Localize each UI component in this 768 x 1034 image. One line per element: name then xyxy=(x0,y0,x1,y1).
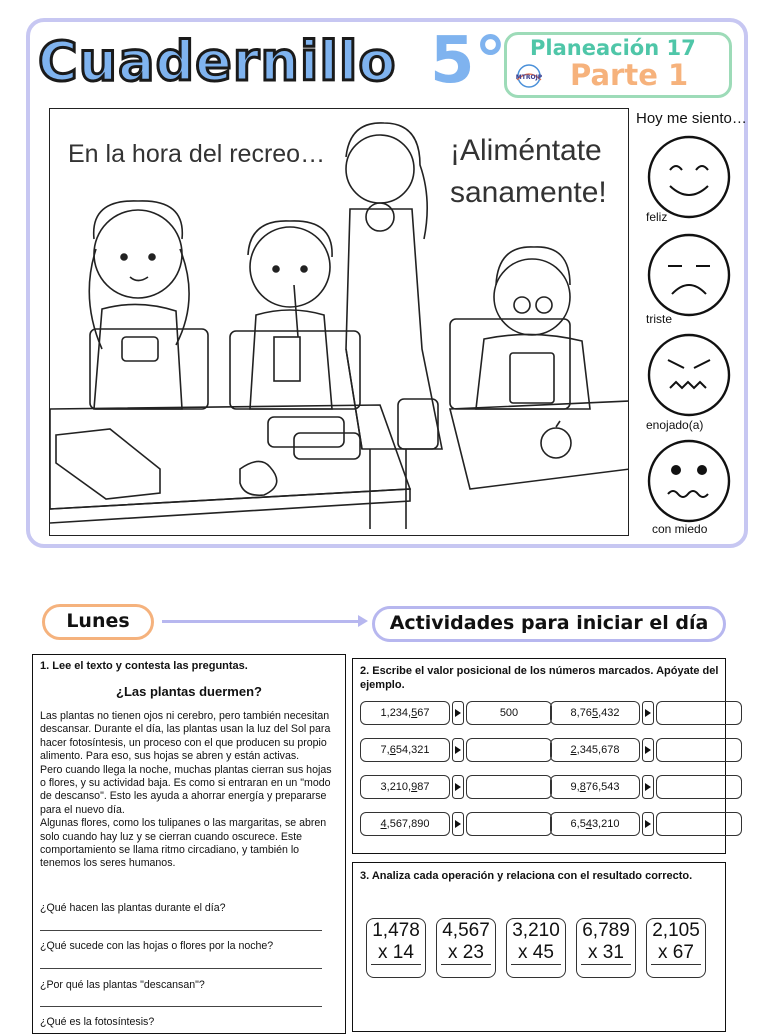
grade-label: 5° xyxy=(430,24,507,98)
arrow-right-icon xyxy=(452,775,464,799)
multiplication-card[interactable] xyxy=(366,918,426,978)
reading-paragraph: Pero cuando llega la noche, muchas plantas cierran sus hojas o flores, y su actividad baja. Es como si entraran en un "modo de descanso". Esto les ayuda a ahorrar energía y prepararse para el nuevo día. xyxy=(40,763,332,816)
sad-face-icon[interactable] xyxy=(646,232,732,318)
place-value-activity-title: 2. Escribe el valor posicional de los números marcados. Apóyate del ejemplo. xyxy=(360,665,719,691)
arrow-right-icon xyxy=(642,701,654,725)
plan-label: Planeación 17 xyxy=(530,36,696,60)
arrow-right-icon xyxy=(452,701,464,725)
marked-number: 3,210,987 xyxy=(360,775,450,799)
children-eating-scene xyxy=(50,109,629,536)
angry-face-icon[interactable] xyxy=(646,332,732,418)
reading-paragraph: Las plantas no tienen ojos ni cerebro, pero también necesitan descansar. Durante el día, las plantas usan la luz del Sol para hacer fotosíntesis, un proceso con el que producen su propio alimento. Para eso, sus hojas se abren y están activas. xyxy=(40,710,331,763)
mtrojp-logo-icon xyxy=(509,62,549,90)
question-1: ¿Qué hacen las plantas durante el día? xyxy=(40,902,226,914)
arrow-right-icon xyxy=(356,614,370,628)
scene-slogan-line1: ¡Aliméntate xyxy=(450,134,602,167)
reading-paragraph: Algunas flores, como los tulipanes o las margaritas, se abren solo cuando hay luz y se cierran cuando oscurece. Este comportamiento se llama ritmo circadiano, y también lo tenemos los seres humanos. xyxy=(40,817,327,870)
marked-number: 2,345,678 xyxy=(550,738,640,762)
marked-number: 7,654,321 xyxy=(360,738,450,762)
mood-label-scared: con miedo xyxy=(652,522,708,536)
scene-slogan-line2: sanamente! xyxy=(450,176,607,209)
place-value-answer-box[interactable] xyxy=(656,775,742,799)
multiplier: x 14 xyxy=(371,942,421,965)
place-value-answer-box[interactable] xyxy=(466,775,552,799)
multiplier: x 67 xyxy=(651,942,701,965)
marked-digit: 5 xyxy=(591,707,599,719)
multiplicand: 2,105 xyxy=(652,920,700,941)
marked-number: 4,567,890 xyxy=(360,812,450,836)
reading-heading: ¿Las plantas duermen? xyxy=(116,684,262,699)
multiplicand: 3,210 xyxy=(512,920,560,941)
multiplication-card[interactable] xyxy=(436,918,496,978)
answer-line-2[interactable] xyxy=(40,968,322,969)
arrow-right-icon xyxy=(452,738,464,762)
marked-digit: 5 xyxy=(411,707,418,719)
logo-text: MTROJP xyxy=(515,74,543,81)
mood-label-angry: enojado(a) xyxy=(646,418,704,432)
page-title: Cuadernillo xyxy=(38,30,397,93)
mood-label-sad: triste xyxy=(646,312,673,326)
day-label: Lunes xyxy=(66,610,130,632)
arrow-right-icon xyxy=(642,812,654,836)
place-value-answer-box[interactable] xyxy=(466,738,552,762)
activities-label: Actividades para iniciar el día xyxy=(389,612,709,634)
recess-illustration xyxy=(49,108,629,536)
marked-digit: 2 xyxy=(570,744,577,756)
place-value-answer-box[interactable] xyxy=(656,812,742,836)
mood-title: Hoy me siento… xyxy=(636,110,747,127)
place-value-answer-box[interactable]: 500 xyxy=(466,701,552,725)
scared-face-icon[interactable] xyxy=(646,438,732,524)
answer-line-3[interactable] xyxy=(40,1006,322,1007)
multiplicand: 1,478 xyxy=(372,920,420,941)
scene-caption: En la hora del recreo… xyxy=(68,140,326,168)
marked-digit: 8 xyxy=(579,781,586,793)
multiplication-card[interactable] xyxy=(506,918,566,978)
multiplicand: 6,789 xyxy=(582,920,630,941)
arrow-right-icon xyxy=(642,775,654,799)
multiplication-card[interactable] xyxy=(576,918,636,978)
arrow-right-icon xyxy=(452,812,464,836)
part-label: Parte 1 xyxy=(570,58,689,92)
place-value-answer-box[interactable] xyxy=(466,812,552,836)
question-2: ¿Qué sucede con las hojas o flores por la noche? xyxy=(40,940,274,952)
happy-face-icon[interactable] xyxy=(646,134,732,220)
marked-number: 9,876,543 xyxy=(550,775,640,799)
marked-number: 8,765,432 xyxy=(550,701,640,725)
question-4: ¿Qué es la fotosíntesis? xyxy=(40,1016,155,1028)
place-value-answer-box[interactable] xyxy=(656,738,742,762)
multiplication-activity-title: 3. Analiza cada operación y relaciona con el resultado correcto. xyxy=(360,870,693,882)
reading-activity-title: 1. Lee el texto y contesta las preguntas. xyxy=(40,660,248,672)
multiplier: x 31 xyxy=(581,942,631,965)
mood-label-happy: feliz xyxy=(646,210,668,224)
reading-text xyxy=(40,710,340,871)
marked-digit: 9 xyxy=(411,781,418,793)
marked-digit: 6 xyxy=(389,744,396,756)
multiplier: x 23 xyxy=(441,942,491,965)
marked-digit: 4 xyxy=(380,818,387,830)
arrow-connector xyxy=(162,620,362,623)
answer-line-1[interactable] xyxy=(40,930,322,931)
question-3: ¿Por qué las plantas "descansan"? xyxy=(40,979,205,991)
multiplicand: 4,567 xyxy=(442,920,490,941)
marked-digit: 4 xyxy=(585,818,592,830)
multiplier: x 45 xyxy=(511,942,561,965)
arrow-right-icon xyxy=(642,738,654,762)
marked-number: 1,234,567 xyxy=(360,701,450,725)
marked-number: 6,543,210 xyxy=(550,812,640,836)
place-value-answer-box[interactable] xyxy=(656,701,742,725)
multiplication-card[interactable] xyxy=(646,918,706,978)
